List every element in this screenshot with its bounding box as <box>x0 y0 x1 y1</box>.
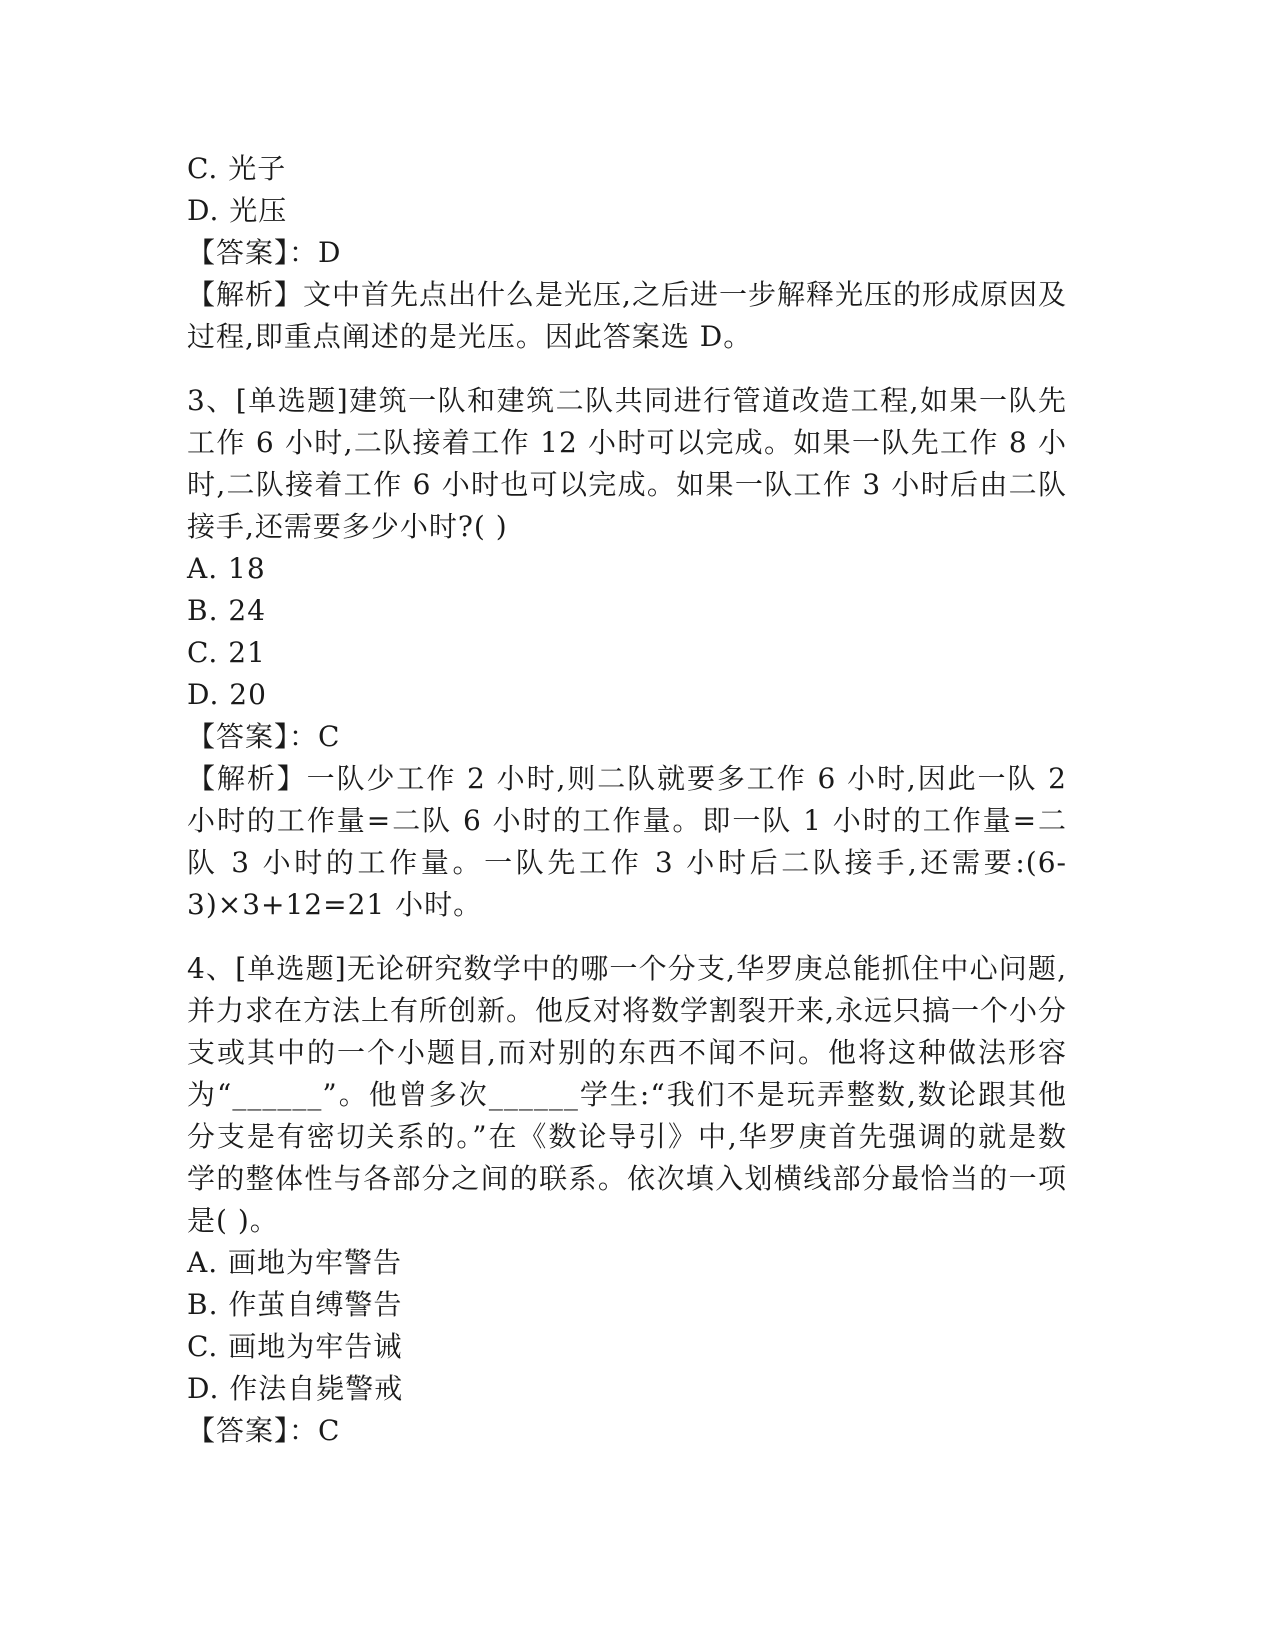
q3-option-a: A. 18 <box>187 552 266 585</box>
q3-option-b: B. 24 <box>187 594 267 627</box>
q2-answer: 【答案】：D <box>187 236 342 269</box>
q3-option-d: D. 20 <box>187 678 267 711</box>
q2-option-c: C. 光子 <box>187 152 287 185</box>
q2-option-d: D. 光压 <box>187 194 288 227</box>
section-gap <box>187 358 1067 380</box>
q4-option-c: C. 画地为牢告诫 <box>187 1330 403 1363</box>
document-page <box>187 148 1067 1452</box>
section-gap <box>187 926 1067 948</box>
q3-answer: 【答案】：C <box>187 720 341 753</box>
q4-option-b: B. 作茧自缚警告 <box>187 1288 403 1321</box>
q4-option-a: A. 画地为牢警告 <box>187 1246 403 1279</box>
q2-analysis: 【解析】文中首先点出什么是光压,之后进一步解释光压的形成原因及过程,即重点阐述的是光压。因此答案选 D。 <box>187 278 1067 353</box>
q3-option-c: C. 21 <box>187 636 266 669</box>
q4-option-d: D. 作法自毙警戒 <box>187 1372 404 1405</box>
q4-answer: 【答案】：C <box>187 1414 341 1447</box>
q4-stem: 4、[单选题]无论研究数学中的哪一个分支,华罗庚总能抓住中心问题,并力求在方法上有所创新。他反对将数学割裂开来,永远只搞一个小分支或其中的一个小题目,而对别的东西不闻不问。他将这种做法形容为“______”。他曾多次______学生:“我们不是玩弄整数,数论跟其他分支是有密切关系的。”在《数论导引》中,华罗庚首先强调的就是数学的整体性与各部分之间的联系。依次填入划横线部分最恰当的一项是( )。 <box>187 952 1067 1237</box>
q3-stem: 3、[单选题]建筑一队和建筑二队共同进行管道改造工程,如果一队先工作 6 小时,二队接着工作 12 小时可以完成。如果一队先工作 8 小时,二队接着工作 6 小时也可以完成。如果一队工作 3 小时后由二队接手,还需要多少小时?( ) <box>187 384 1067 543</box>
q3-analysis: 【解析】一队少工作 2 小时,则二队就要多工作 6 小时,因此一队 2 小时的工作量=二队 6 小时的工作量。即一队 1 小时的工作量=二队 3 小时的工作量。一队先工作 3 小时后二队接手,还需要:(6-3)×3+12=21 小时。 <box>187 762 1067 921</box>
